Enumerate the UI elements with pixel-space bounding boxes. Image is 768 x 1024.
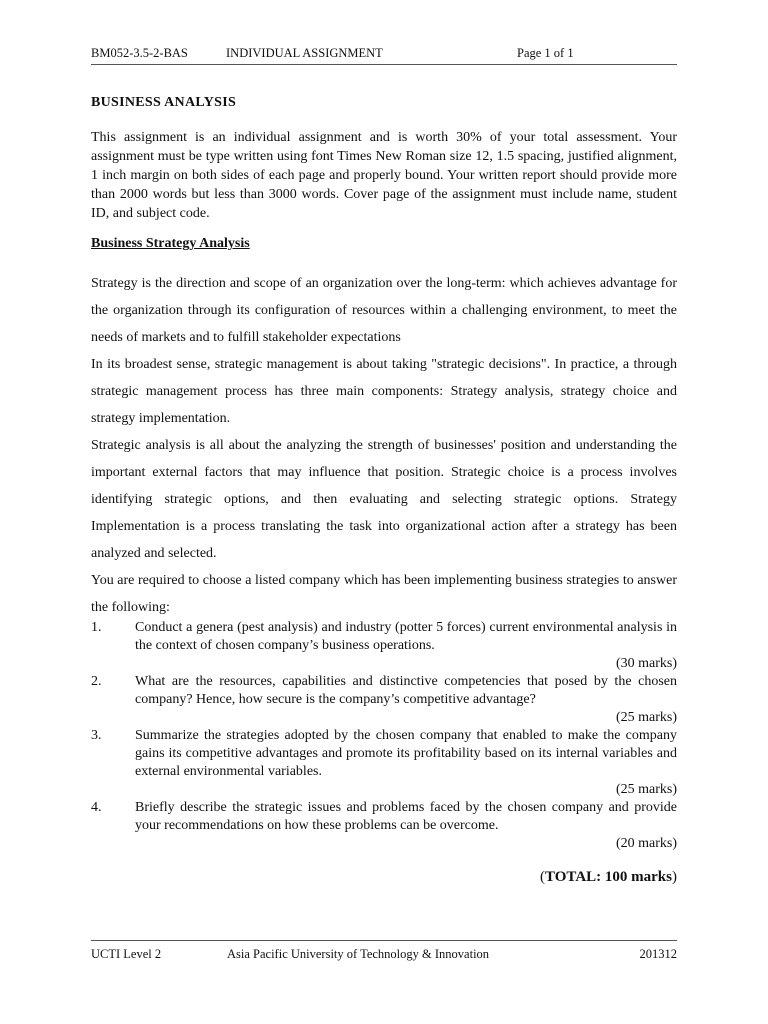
total-open-paren: ( <box>540 869 546 885</box>
paragraph: You are required to choose a listed company which has been implementing business strategies to answer the following: <box>91 573 677 615</box>
total-label: TOTAL: 100 marks <box>545 869 672 885</box>
footer-university: Asia Pacific University of Technology & Innovation <box>227 947 490 961</box>
question-list <box>91 619 677 853</box>
question-text: Briefly describe the strategic issues and problems faced by the chosen company and provide your recommendations on how these problems can be overcome. <box>135 800 677 833</box>
page-footer <box>91 947 677 965</box>
total-marks <box>540 869 677 886</box>
footer-level: UCTI Level 2 <box>91 947 162 961</box>
question-number: 4. <box>91 800 102 815</box>
paragraph: Strategy is the direction and scope of an organization over the long-term: which achieves advantage for the organization through its configuration of resources within a challenging environment, to meet the needs of markets and to fulfill stakeholder expectations <box>91 276 677 345</box>
document-title: BUSINESS ANALYSIS <box>91 95 237 110</box>
question-number: 3. <box>91 728 102 743</box>
paragraph: In its broadest sense, strategic management is about taking "strategic decisions". In practice, a through strategic management process has three main components: Strategy analysis, strategy choice and strategy implementation. <box>91 357 677 426</box>
footer-code: 201312 <box>639 947 677 961</box>
body-text <box>91 270 677 621</box>
intro-paragraph: This assignment is an individual assignment and is worth 30% of your total assessment. Your assignment must be type written using font Times New Roman size 12, 1.5 spacing, justified alignment, 1 inch margin on both sides of each page and properly bound. Your written report should provide more than 2000 words but less than 3000 words. Cover page of the assignment must include name, student ID, and subject code. <box>91 130 677 221</box>
question-marks: (30 marks) <box>615 656 677 671</box>
question-number: 1. <box>91 620 102 635</box>
question-number: 2. <box>91 674 102 689</box>
question-marks: (25 marks) <box>615 782 677 797</box>
question-marks: (25 marks) <box>615 710 677 725</box>
question-marks: (20 marks) <box>615 836 677 851</box>
question-text: What are the resources, capabilities and distinctive competencies that posed by the chosen company? Hence, how secure is the company’s competitive advantage? <box>135 674 677 707</box>
page-number: Page 1 of 1 <box>517 46 574 60</box>
question-item <box>91 619 677 673</box>
page-header <box>91 46 677 64</box>
assignment-type: INDIVIDUAL ASSIGNMENT <box>226 46 383 60</box>
paragraph: Strategic analysis is all about the analyzing the strength of businesses' position and understanding the important external factors that may influence that position. Strategic choice is a process involves identifying strategic options, and then evaluating and selecting strategic options. Strategy Implementation is a process translating the task into organizational action after a strategy has been analyzed and selected. <box>91 438 677 561</box>
question-text: Summarize the strategies adopted by the chosen company that enabled to make the company gains its competitive advantages and promote its profitability based on its internal variables and external environmental variables. <box>135 728 677 779</box>
question-text: Conduct a genera (pest analysis) and industry (potter 5 forces) current environmental analysis in the context of chosen company’s business operations. <box>135 620 677 653</box>
question-item <box>91 727 677 799</box>
question-item <box>91 673 677 727</box>
section-heading: Business Strategy Analysis <box>91 236 250 251</box>
total-close-paren: ) <box>672 869 677 885</box>
footer-divider <box>91 940 677 941</box>
header-divider <box>91 64 677 65</box>
question-item <box>91 799 677 853</box>
module-code: BM052-3.5-2-BAS <box>91 46 188 60</box>
